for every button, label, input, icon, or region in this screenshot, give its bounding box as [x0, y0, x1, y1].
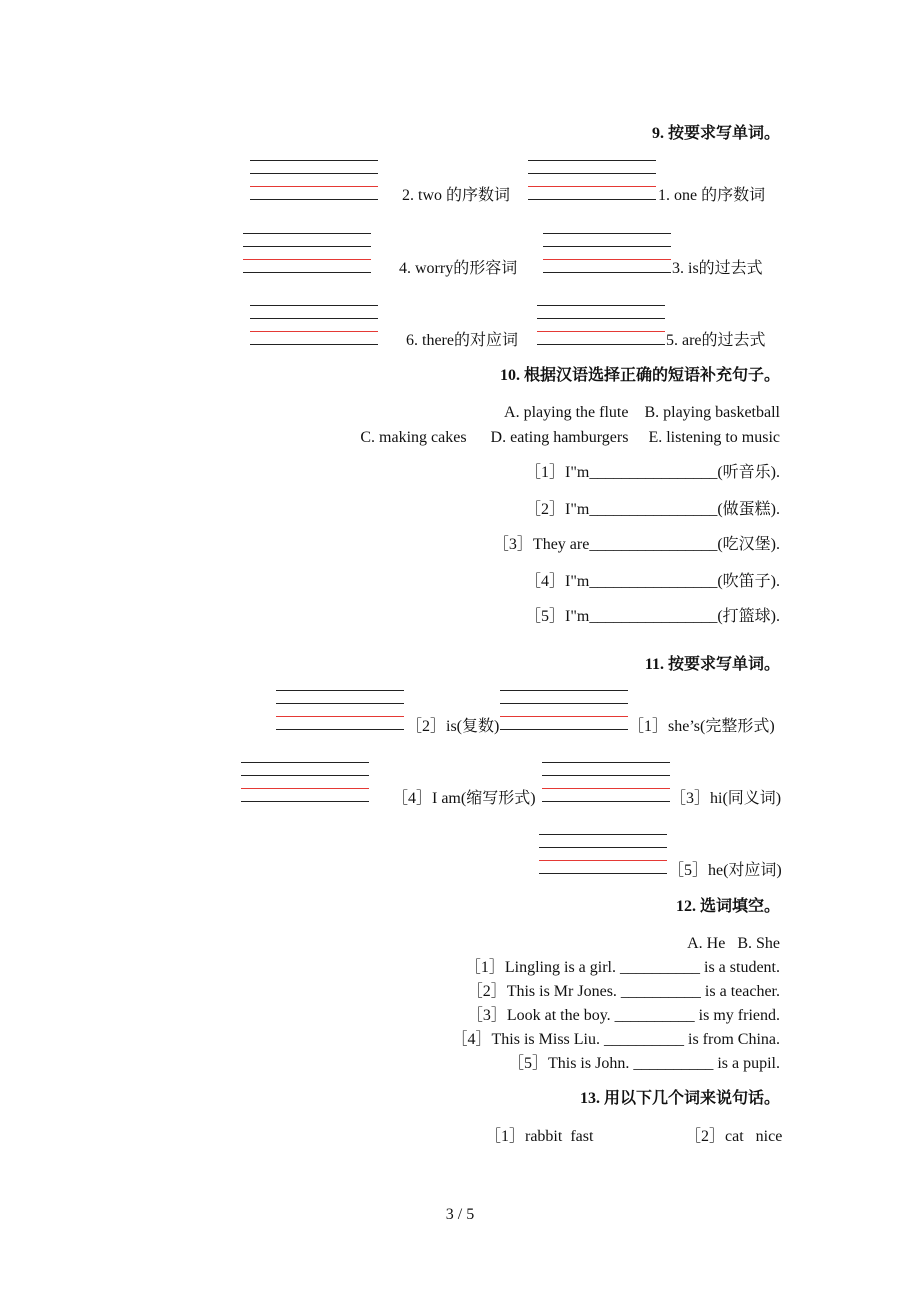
page-number: 3 / 5: [445, 1206, 475, 1223]
writing-lines[interactable]: [500, 688, 628, 732]
prompt-6: 6. there的对应词: [406, 332, 518, 349]
prompt-1: ［1］she’s(完整形式): [628, 718, 775, 735]
writing-lines[interactable]: [542, 760, 670, 804]
question-3: ［3］Look at the boy. __________ is my friend.: [466, 1007, 780, 1024]
writing-lines[interactable]: [241, 760, 369, 804]
section-12-heading: 12. 选词填空。: [675, 898, 780, 915]
section-10-heading: 10. 根据汉语选择正确的短语补充句子。: [499, 367, 780, 384]
writing-lines[interactable]: [528, 158, 656, 202]
options-line-1: A. playing the flute B. playing basketball: [504, 404, 780, 421]
question-3: ［3］They are________________(吃汉堡).: [492, 536, 780, 553]
writing-lines[interactable]: [250, 303, 378, 347]
question-2: ［2］I"m________________(做蛋糕).: [525, 501, 780, 518]
writing-lines[interactable]: [539, 832, 667, 876]
prompt-4: 4. worry的形容词: [399, 260, 518, 277]
question-1: ［1］Lingling is a girl. __________ is a student.: [464, 959, 780, 976]
section-13-heading: 13. 用以下几个词来说句话。: [579, 1090, 780, 1107]
word-group-1: ［1］rabbit fast: [485, 1128, 594, 1145]
question-4: ［4］I"m________________(吹笛子).: [525, 573, 780, 590]
prompt-4: ［4］I am(缩写形式): [392, 790, 536, 807]
prompt-3: 3. is的过去式: [672, 260, 763, 277]
question-5: ［5］I"m________________(打篮球).: [525, 608, 780, 625]
question-2: ［2］This is Mr Jones. __________ is a teacher.: [466, 983, 780, 1000]
writing-lines[interactable]: [543, 231, 671, 275]
section-11-heading: 11. 按要求写单词。: [644, 656, 780, 673]
options-line-2: C. making cakes D. eating hamburgers E. listening to music: [360, 429, 780, 446]
question-1: ［1］I"m________________(听音乐).: [525, 464, 780, 481]
writing-lines[interactable]: [243, 231, 371, 275]
word-group-2: ［2］cat nice: [685, 1128, 783, 1145]
section-9-heading: 9. 按要求写单词。: [651, 125, 780, 142]
prompt-3: ［3］hi(同义词): [670, 790, 782, 807]
question-5: ［5］This is John. __________ is a pupil.: [507, 1055, 780, 1072]
prompt-2: 2. two 的序数词: [402, 187, 511, 204]
prompt-5: 5. are的过去式: [666, 332, 766, 349]
prompt-1: 1. one 的序数词: [658, 187, 766, 204]
writing-lines[interactable]: [537, 303, 665, 347]
prompt-2: ［2］is(复数): [406, 718, 500, 735]
options: A. He B. She: [687, 935, 780, 952]
prompt-5: ［5］he(对应词): [668, 862, 782, 879]
writing-lines[interactable]: [250, 158, 378, 202]
question-4: ［4］This is Miss Liu. __________ is from China.: [451, 1031, 780, 1048]
writing-lines[interactable]: [276, 688, 404, 732]
